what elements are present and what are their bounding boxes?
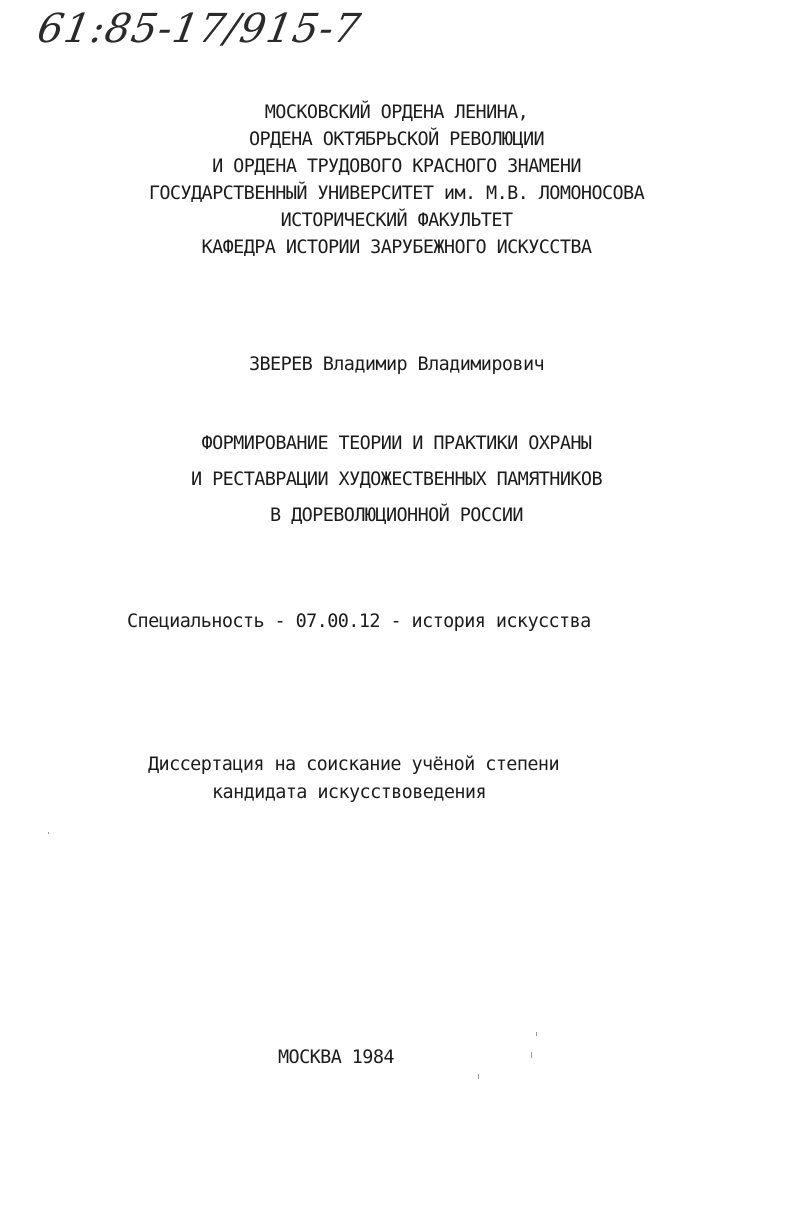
scan-speck xyxy=(536,1032,537,1036)
institution-line-1: МОСКОВСКИЙ ОРДЕНА ЛЕНИНА, xyxy=(264,102,529,123)
city-year: МОСКВА 1984 xyxy=(278,1047,394,1068)
degree-line-2: кандидата искусствоведения xyxy=(212,782,486,803)
specialty-line: Специальность - 07.00.12 - история искусства xyxy=(127,611,591,632)
institution-line-3: И ОРДЕНА ТРУДОВОГО КРАСНОГО ЗНАМЕНИ xyxy=(212,156,581,177)
faculty-line: ИСТОРИЧЕСКИЙ ФАКУЛЬТЕТ xyxy=(280,210,513,231)
department-line: КАФЕДРА ИСТОРИИ ЗАРУБЕЖНОГО ИСКУССТВА xyxy=(201,237,592,258)
institution-line-2: ОРДЕНА ОКТЯБРЬСКОЙ РЕВОЛЮЦИИ xyxy=(248,129,545,150)
scan-speck xyxy=(478,1074,479,1079)
thesis-title-line-1: ФОРМИРОВАНИЕ ТЕОРИИ И ПРАКТИКИ ОХРАНЫ xyxy=(201,433,592,454)
handwritten-archive-mark: 61:85-17/915-7 xyxy=(33,6,365,52)
degree-line-1: Диссертация на соискание учёной степени xyxy=(148,754,559,775)
institution-line-4: ГОСУДАРСТВЕННЫЙ УНИВЕРСИТЕТ им. М.В. ЛОМОНОСОВА xyxy=(148,183,645,204)
scan-speck xyxy=(531,1052,532,1058)
author-name: ЗВЕРЕВ Владимир Владимирович xyxy=(248,354,545,375)
thesis-title-line-2: И РЕСТАВРАЦИИ ХУДОЖЕСТВЕННЫХ ПАМЯТНИКОВ xyxy=(191,469,602,490)
scan-speck xyxy=(48,832,49,834)
thesis-title-line-3: В ДОРЕВОЛЮЦИОННОЙ РОССИИ xyxy=(270,505,523,526)
